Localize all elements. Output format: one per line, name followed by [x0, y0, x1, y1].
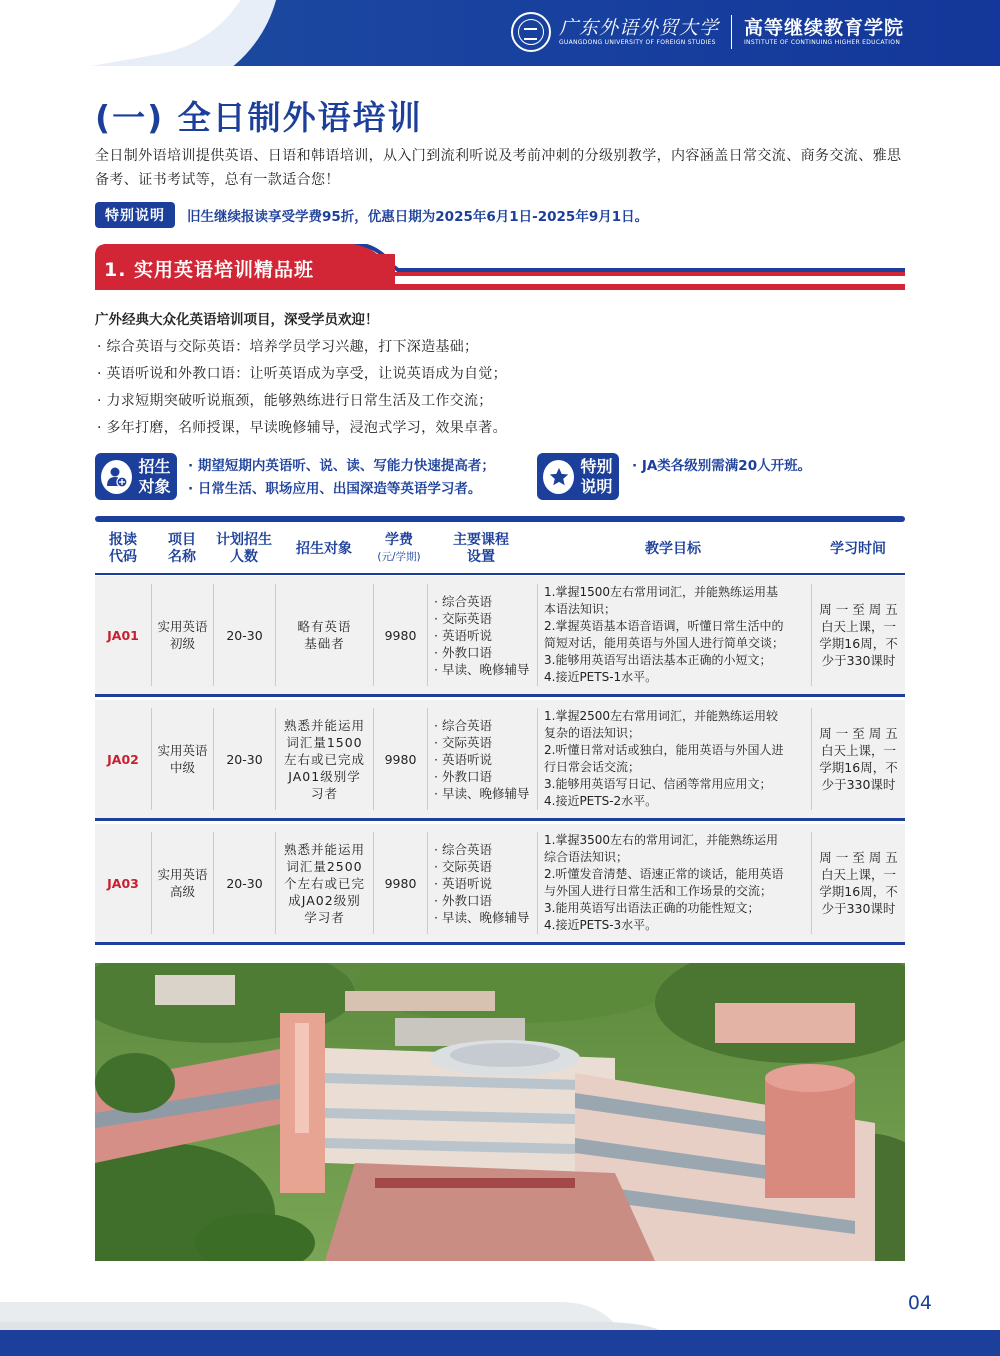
row-project-name: 实用英语 高级 — [151, 832, 213, 934]
table-top-bar — [95, 516, 905, 522]
row-project-name: 实用英语 初级 — [151, 584, 213, 686]
university-seal-icon — [511, 12, 551, 52]
campus-photo — [95, 963, 905, 1261]
column-header-code: 报读 代码 — [109, 532, 137, 565]
row-code: JA01 — [107, 627, 139, 643]
university-name-en: GUANGDONG UNIVERSITY OF FOREIGN STUDIES — [558, 39, 716, 46]
institute-name-cn: 高等继续教育学院 — [743, 17, 904, 39]
institute-name-en: INSTITUTE OF CONTINUING HIGHER EDUCATION — [743, 39, 901, 46]
row-divider — [95, 694, 905, 697]
column-header-fee: 学费 (元/学期) — [377, 532, 421, 563]
university-name-block — [559, 17, 719, 47]
enroll-target-box — [95, 453, 177, 500]
column-header-time: 学习时间 — [830, 540, 886, 557]
user-add-icon — [101, 460, 132, 494]
intro-paragraph: 全日制外语培训提供英语、日语和韩语培训，从入门到流利听说及考前冲刺的分级别教学，内容涵盖日常交流、商务交流、雅思备考、证书考试等，总有一款适合您！ — [95, 148, 902, 188]
list-item: · 综合英语与交际英语：培养学员学习兴趣，打下深造基础； — [97, 339, 479, 355]
list-item: · 力求短期突破听说瓶颈，能够熟练进行日常生活及工作交流； — [97, 393, 493, 409]
feature-list — [97, 334, 507, 442]
column-header-name: 项目 名称 — [168, 532, 196, 565]
list-item: · JA类各级别需满20人开班。 — [632, 458, 812, 474]
special-note-badge: 特别说明 — [95, 202, 175, 228]
table-row — [95, 824, 905, 942]
row-study-time: 周 一 至 周 五 白天上课，一 学期16周，不 少于330课时 — [811, 584, 905, 686]
row-target: 熟悉并能运用 词汇量1500 左右或已完成 JA01级别学 习者 — [275, 708, 373, 810]
university-name-cn: 广东外语外贸大学 — [558, 17, 719, 39]
row-code: JA02 — [107, 751, 139, 767]
row-target: 略有英语 基础者 — [275, 584, 373, 686]
row-courses: · 综合英语 · 交际英语 · 英语听说 · 外教口语 · 早读、晚修辅导 — [427, 708, 537, 810]
list-item: · 英语听说和外教口语：让听英语成为享受，让说英语成为自觉； — [97, 366, 507, 382]
footer-bar — [0, 1302, 1000, 1356]
column-header-target: 招生对象 — [296, 540, 352, 557]
special-note-text: 旧生继续报读享受学费95折，优惠日期为2025年6月1日-2025年9月1日。 — [187, 209, 649, 225]
table-row — [95, 576, 905, 694]
list-item: · 期望短期内英语听、说、读、写能力快速提高者； — [188, 458, 495, 474]
row-fee: 9980 — [373, 832, 427, 934]
header-logo — [511, 12, 904, 52]
row-courses: · 综合英语 · 交际英语 · 英语听说 · 外教口语 · 早读、晚修辅导 — [427, 832, 537, 934]
row-goals: 1.掌握2500左右常用词汇，并能熟练运用较 复杂的语法知识； 2.听懂日常对话或独白，能用英语与外国人进 行日常会话交流； 3.能够用英语写日记、信函等常用应用文； 4.接近PETS-2水平。 — [537, 708, 811, 810]
enroll-target-lines — [188, 455, 495, 501]
row-project-name: 实用英语 中级 — [151, 708, 213, 810]
special-note-lines — [632, 455, 811, 478]
row-goals: 1.掌握3500左右的常用词汇，并能熟练运用 综合语法知识； 2.听懂发音清楚、语速正常的谈话，能用英语 与外国人进行日常生活和工作场景的交流； 3.能用英语写出语法正确的功能性短文； 4.接近PETS-3水平。 — [537, 832, 811, 934]
table-header-rule — [95, 573, 905, 575]
special-note-label: 特别 说明 — [580, 456, 613, 496]
table-row — [95, 700, 905, 818]
row-courses: · 综合英语 · 交际英语 · 英语听说 · 外教口语 · 早读、晚修辅导 — [427, 584, 537, 686]
star-icon — [543, 460, 574, 494]
column-header-goal: 教学目标 — [645, 540, 701, 557]
page-header — [0, 0, 1000, 66]
institute-name-block — [744, 17, 904, 47]
row-study-time: 周 一 至 周 五 白天上课，一 学期16周，不 少于330课时 — [811, 708, 905, 810]
page-number: 04 — [907, 1292, 932, 1314]
special-note — [95, 202, 648, 228]
row-study-time: 周 一 至 周 五 白天上课，一 学期16周，不 少于330课时 — [811, 832, 905, 934]
list-item: · 多年打磨，名师授课，早读晚修辅导，浸泡式学习，效果卓著。 — [97, 420, 507, 436]
enroll-target-label: 招生 对象 — [138, 456, 171, 496]
header-divider — [731, 15, 732, 49]
row-plan: 20-30 — [213, 584, 275, 686]
row-divider — [95, 942, 905, 945]
row-fee: 9980 — [373, 708, 427, 810]
row-fee: 9980 — [373, 584, 427, 686]
row-goals: 1.掌握1500左右常用词汇，并能熟练运用基 本语法知识； 2.掌握英语基本语音语调，听懂日常生活中的 简短对话，能用英语与外国人进行简单交谈； 3.能够用英语写出语法基本正确的小短文； 4.接近PETS-1水平。 — [537, 584, 811, 686]
special-note-box — [537, 453, 619, 500]
row-target: 熟悉并能运用 词汇量2500 个左右或已完 成JA02级别 学习者 — [275, 832, 373, 934]
table-header — [95, 526, 905, 572]
list-item: · 日常生活、职场应用、出国深造等英语学习者。 — [188, 481, 482, 497]
row-divider — [95, 818, 905, 821]
section-title: (一) 全日制外语培训 — [95, 98, 423, 137]
column-header-plan: 计划招生 人数 — [216, 532, 272, 565]
row-code: JA03 — [107, 875, 139, 891]
row-plan: 20-30 — [213, 832, 275, 934]
lead-text: 广外经典大众化英语培训项目，深受学员欢迎！ — [95, 312, 379, 328]
row-plan: 20-30 — [213, 708, 275, 810]
column-header-course: 主要课程 设置 — [453, 532, 509, 565]
subsection-title: 1. 实用英语培训精品班 — [104, 259, 315, 281]
